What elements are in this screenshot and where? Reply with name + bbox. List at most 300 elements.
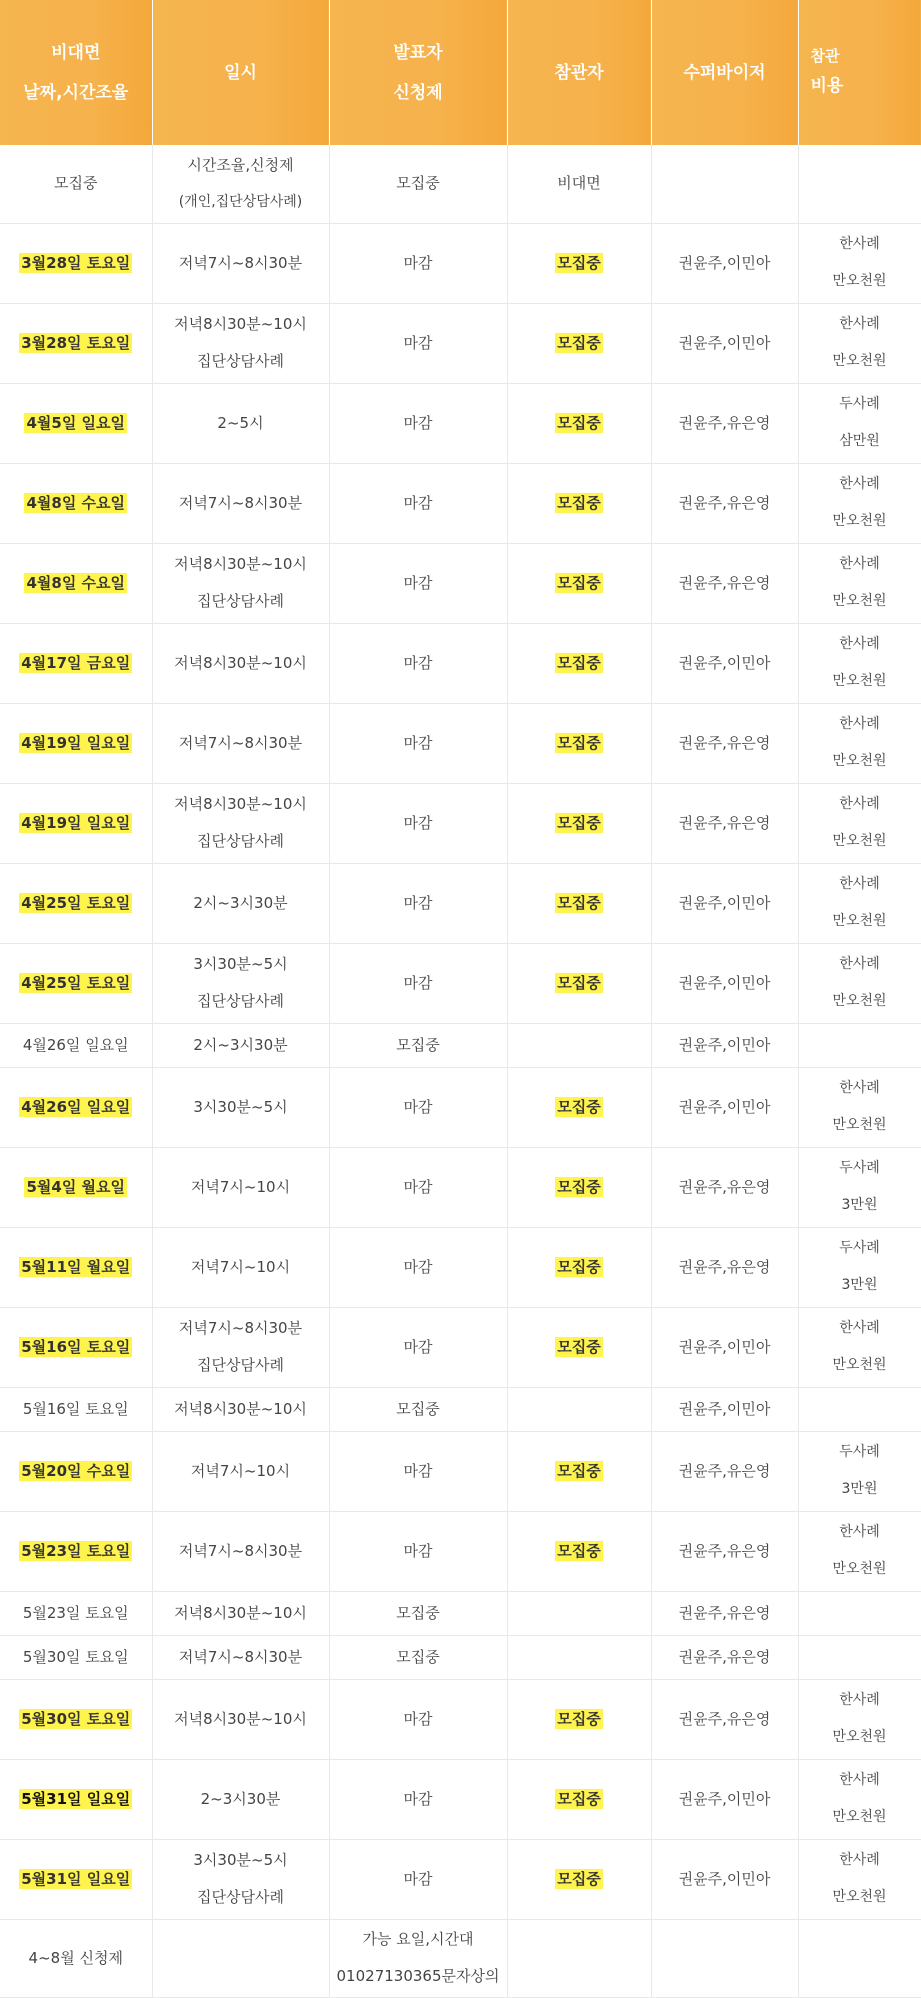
cost-text: 만오천원 bbox=[832, 913, 887, 929]
presenter-cell bbox=[329, 1387, 507, 1431]
date-cell bbox=[0, 1511, 152, 1591]
date-text: 5월20일 수요일 bbox=[21, 1461, 131, 1480]
time-text: 시간조율,신청제 bbox=[187, 155, 294, 174]
supervisor-cell bbox=[651, 943, 798, 1023]
cost-text: 만오천원 bbox=[832, 1561, 887, 1577]
cost-text: 한사례 bbox=[839, 1320, 880, 1336]
time-cell bbox=[152, 1839, 329, 1919]
supervisor-cell bbox=[651, 1147, 798, 1227]
cost-cell bbox=[798, 1431, 921, 1511]
time-cell bbox=[152, 1431, 329, 1511]
observer-cell bbox=[507, 1387, 651, 1431]
presenter-status: 마감 bbox=[403, 1337, 433, 1356]
cost-text: 한사례 bbox=[839, 556, 880, 572]
supervisor-names: 권윤주,유은영 bbox=[678, 493, 771, 512]
date-text: 5월23일 토요일 bbox=[21, 1541, 131, 1560]
observer-status: 모집중 bbox=[557, 1869, 601, 1888]
observer-cell bbox=[507, 1635, 651, 1679]
observer-status: 모집중 bbox=[557, 333, 601, 352]
table-row bbox=[0, 1635, 921, 1679]
cost-cell bbox=[798, 703, 921, 783]
time-cell bbox=[152, 1759, 329, 1839]
date-text: 4월26일 일요일 bbox=[22, 1035, 129, 1054]
presenter-cell bbox=[329, 1591, 507, 1635]
presenter-cell bbox=[329, 943, 507, 1023]
time-text: 집단상담사례 bbox=[197, 832, 284, 850]
time-cell bbox=[152, 463, 329, 543]
presenter-status: 마감 bbox=[403, 1541, 433, 1560]
supervisor-names: 권윤주,유은영 bbox=[678, 1177, 771, 1196]
observer-cell bbox=[507, 1227, 651, 1307]
date-cell bbox=[0, 1679, 152, 1759]
presenter-cell bbox=[329, 1147, 507, 1227]
observer-status: 모집중 bbox=[557, 1177, 601, 1196]
presenter-status: 모집중 bbox=[396, 1399, 440, 1418]
date-cell bbox=[0, 145, 152, 223]
observer-cell bbox=[507, 1431, 651, 1511]
supervisor-cell bbox=[651, 1387, 798, 1431]
supervisor-names: 권윤주,유은영 bbox=[678, 413, 771, 432]
time-text: 저녁7시~8시30분 bbox=[178, 1647, 303, 1666]
observer-status: 모집중 bbox=[557, 1541, 601, 1560]
observer-status: 모집중 bbox=[557, 1257, 601, 1276]
date-cell bbox=[0, 223, 152, 303]
table-row bbox=[0, 303, 921, 383]
cost-text: 만오천원 bbox=[832, 1889, 887, 1905]
observer-cell bbox=[507, 1307, 651, 1387]
supervisor-cell bbox=[651, 1591, 798, 1635]
supervisor-cell bbox=[651, 703, 798, 783]
time-cell bbox=[152, 703, 329, 783]
time-text: 저녁7시~8시30분 bbox=[178, 1319, 303, 1337]
time-text: 3시30분~5시 bbox=[193, 955, 288, 973]
date-cell bbox=[0, 1227, 152, 1307]
supervisor-names: 권윤주,유은영 bbox=[678, 1461, 771, 1480]
header-observer: 참관자 bbox=[507, 0, 651, 145]
date-cell bbox=[0, 1759, 152, 1839]
time-text: 집단상담사례 bbox=[197, 592, 284, 610]
date-cell bbox=[0, 1023, 152, 1067]
presenter-status: 모집중 bbox=[396, 1603, 440, 1622]
date-cell bbox=[0, 1919, 152, 1997]
supervisor-names: 권윤주,이민아 bbox=[678, 333, 771, 352]
supervisor-names: 권윤주,이민아 bbox=[678, 1035, 771, 1054]
cost-cell bbox=[798, 1511, 921, 1591]
supervisor-cell bbox=[651, 1759, 798, 1839]
observer-status: 모집중 bbox=[557, 733, 601, 752]
cost-cell bbox=[798, 943, 921, 1023]
date-text: 5월23일 토요일 bbox=[22, 1603, 129, 1622]
presenter-cell bbox=[329, 543, 507, 623]
time-text: 저녁8시30분~10시 bbox=[174, 1709, 307, 1728]
cost-text: 만오천원 bbox=[832, 593, 887, 609]
presenter-cell bbox=[329, 1759, 507, 1839]
observer-cell bbox=[507, 1839, 651, 1919]
observer-cell bbox=[507, 223, 651, 303]
date-text: 5월4일 월요일 bbox=[26, 1177, 126, 1196]
cost-text: 만오천원 bbox=[832, 673, 887, 689]
cost-cell bbox=[798, 223, 921, 303]
date-cell bbox=[0, 1839, 152, 1919]
time-cell bbox=[152, 1919, 329, 1997]
date-cell bbox=[0, 1387, 152, 1431]
cost-text: 한사례 bbox=[839, 1852, 880, 1868]
observer-status: 모집중 bbox=[557, 1709, 601, 1728]
cost-text: 한사례 bbox=[839, 716, 880, 732]
date-text: 4월26일 일요일 bbox=[21, 1097, 131, 1116]
observer-status: 모집중 bbox=[557, 253, 601, 272]
cost-cell bbox=[798, 1067, 921, 1147]
cost-text: 3만원 bbox=[841, 1197, 878, 1213]
table-row bbox=[0, 783, 921, 863]
time-cell bbox=[152, 943, 329, 1023]
cost-cell bbox=[798, 1635, 921, 1679]
presenter-cell bbox=[329, 703, 507, 783]
cost-text: 만오천원 bbox=[832, 833, 887, 849]
observer-status: 모집중 bbox=[557, 413, 601, 432]
time-cell bbox=[152, 1635, 329, 1679]
presenter-cell bbox=[329, 383, 507, 463]
supervisor-cell bbox=[651, 303, 798, 383]
time-text: 2~3시30분 bbox=[200, 1789, 281, 1808]
date-cell bbox=[0, 1067, 152, 1147]
supervisor-cell bbox=[651, 383, 798, 463]
time-cell bbox=[152, 303, 329, 383]
date-text: 3월28일 토요일 bbox=[21, 333, 131, 352]
time-cell bbox=[152, 1067, 329, 1147]
cost-cell bbox=[798, 1759, 921, 1839]
supervisor-cell bbox=[651, 1023, 798, 1067]
header-presenter-line2: 신청제 bbox=[393, 82, 443, 103]
presenter-status: 마감 bbox=[403, 1709, 433, 1728]
table-row bbox=[0, 1759, 921, 1839]
time-text: 저녁8시30분~10시 bbox=[174, 653, 307, 672]
presenter-status: 마감 bbox=[403, 1177, 433, 1196]
cost-cell bbox=[798, 1227, 921, 1307]
cost-text: 한사례 bbox=[839, 796, 880, 812]
cost-text: 한사례 bbox=[839, 636, 880, 652]
presenter-cell bbox=[329, 1839, 507, 1919]
presenter-status: 마감 bbox=[403, 493, 433, 512]
date-text: 5월11일 월요일 bbox=[21, 1257, 131, 1276]
observer-cell bbox=[507, 623, 651, 703]
date-text: 5월31일 일요일 bbox=[21, 1789, 131, 1808]
cost-text: 두사례 bbox=[839, 1444, 880, 1460]
cost-text: 만오천원 bbox=[832, 1117, 887, 1133]
presenter-cell bbox=[329, 1635, 507, 1679]
presenter-cell bbox=[329, 1307, 507, 1387]
header-presenter-line1: 발표자 bbox=[393, 42, 443, 63]
cost-cell bbox=[798, 1307, 921, 1387]
cost-text: 두사례 bbox=[839, 1160, 880, 1176]
time-cell bbox=[152, 223, 329, 303]
table-row bbox=[0, 223, 921, 303]
time-text: 저녁8시30분~10시 bbox=[174, 1603, 307, 1622]
date-text: 4월17일 금요일 bbox=[21, 653, 131, 672]
date-text: 4월19일 일요일 bbox=[21, 733, 131, 752]
supervisor-cell bbox=[651, 623, 798, 703]
presenter-status: 마감 bbox=[403, 333, 433, 352]
observer-cell bbox=[507, 1591, 651, 1635]
observer-status: 비대면 bbox=[557, 174, 601, 193]
supervisor-names: 권윤주,이민아 bbox=[678, 893, 771, 912]
time-text: 저녁8시30분~10시 bbox=[174, 555, 307, 573]
observer-status: 모집중 bbox=[557, 813, 601, 832]
date-text: 5월30일 토요일 bbox=[21, 1709, 131, 1728]
header-date bbox=[0, 0, 152, 145]
supervisor-cell bbox=[651, 223, 798, 303]
time-cell bbox=[152, 1591, 329, 1635]
cost-text: 3만원 bbox=[841, 1481, 878, 1497]
cost-text: 만오천원 bbox=[832, 753, 887, 769]
presenter-cell bbox=[329, 463, 507, 543]
table-row bbox=[0, 1387, 921, 1431]
time-text: 2시~3시30분 bbox=[193, 893, 288, 912]
time-text: 2~5시 bbox=[217, 413, 264, 432]
cost-text: 만오천원 bbox=[832, 513, 887, 529]
cost-text: 만오천원 bbox=[832, 353, 887, 369]
observer-cell bbox=[507, 463, 651, 543]
presenter-status: 마감 bbox=[403, 813, 433, 832]
header-date-line2: 날짜,시간조율 bbox=[23, 82, 129, 103]
date-cell bbox=[0, 1307, 152, 1387]
presenter-cell bbox=[329, 303, 507, 383]
presenter-status: 마감 bbox=[403, 253, 433, 272]
date-cell bbox=[0, 863, 152, 943]
table-row bbox=[0, 145, 921, 223]
time-text: 저녁7시~8시30분 bbox=[178, 1541, 303, 1560]
table-row bbox=[0, 1919, 921, 1997]
supervisor-cell bbox=[651, 1067, 798, 1147]
observer-cell bbox=[507, 1023, 651, 1067]
time-text: 3시30분~5시 bbox=[193, 1851, 288, 1869]
supervisor-names: 권윤주,유은영 bbox=[678, 813, 771, 832]
date-text: 5월31일 일요일 bbox=[21, 1869, 131, 1888]
supervisor-names: 권윤주,유은영 bbox=[678, 1603, 771, 1622]
date-text: 4~8월 신청제 bbox=[28, 1948, 123, 1967]
time-cell bbox=[152, 1511, 329, 1591]
cost-cell bbox=[798, 383, 921, 463]
table-row bbox=[0, 1679, 921, 1759]
observer-status: 모집중 bbox=[557, 1461, 601, 1480]
time-text: 저녁7시~10시 bbox=[190, 1461, 291, 1480]
date-text: 4월8일 수요일 bbox=[26, 493, 126, 512]
observer-status: 모집중 bbox=[557, 893, 601, 912]
time-text: 2시~3시30분 bbox=[193, 1035, 288, 1054]
presenter-status: 마감 bbox=[403, 573, 433, 592]
time-cell bbox=[152, 1387, 329, 1431]
cost-cell bbox=[798, 1387, 921, 1431]
presenter-status: 마감 bbox=[403, 733, 433, 752]
date-text: 4월5일 일요일 bbox=[26, 413, 126, 432]
cost-text: 한사례 bbox=[839, 1772, 880, 1788]
header-cost-line2: 비용 bbox=[810, 75, 844, 96]
cost-text: 만오천원 bbox=[832, 1729, 887, 1745]
observer-cell bbox=[507, 1067, 651, 1147]
time-cell bbox=[152, 1023, 329, 1067]
date-text: 4월19일 일요일 bbox=[21, 813, 131, 832]
presenter-status: 마감 bbox=[403, 1257, 433, 1276]
supervisor-names: 권윤주,유은영 bbox=[678, 573, 771, 592]
time-cell bbox=[152, 1147, 329, 1227]
presenter-cell bbox=[329, 863, 507, 943]
presenter-cell bbox=[329, 1227, 507, 1307]
time-text: 3시30분~5시 bbox=[193, 1097, 288, 1116]
observer-status: 모집중 bbox=[557, 1789, 601, 1808]
cost-cell bbox=[798, 863, 921, 943]
presenter-status: 마감 bbox=[403, 653, 433, 672]
supervisor-cell bbox=[651, 1307, 798, 1387]
table-row bbox=[0, 1511, 921, 1591]
presenter-status: 마감 bbox=[403, 973, 433, 992]
presenter-cell bbox=[329, 623, 507, 703]
cost-cell bbox=[798, 543, 921, 623]
header-cost bbox=[798, 0, 921, 145]
presenter-cell bbox=[329, 223, 507, 303]
date-text: 4월25일 토요일 bbox=[21, 973, 131, 992]
cost-cell bbox=[798, 145, 921, 223]
supervisor-names: 권윤주,이민아 bbox=[678, 1869, 771, 1888]
table-row bbox=[0, 1067, 921, 1147]
date-cell bbox=[0, 943, 152, 1023]
cost-text: 만오천원 bbox=[832, 1357, 887, 1373]
supervisor-names: 권윤주,이민아 bbox=[678, 653, 771, 672]
date-text: 3월28일 토요일 bbox=[21, 253, 131, 272]
supervisor-cell bbox=[651, 1919, 798, 1997]
observer-cell bbox=[507, 543, 651, 623]
table-row bbox=[0, 703, 921, 783]
supervisor-cell bbox=[651, 543, 798, 623]
supervisor-names: 권윤주,이민아 bbox=[678, 253, 771, 272]
cost-text: 만오천원 bbox=[832, 273, 887, 289]
cost-cell bbox=[798, 463, 921, 543]
header-presenter bbox=[329, 0, 507, 145]
presenter-status: 마감 bbox=[403, 1097, 433, 1116]
time-text: 저녁8시30분~10시 bbox=[174, 1399, 307, 1418]
supervisor-names: 권윤주,이민아 bbox=[678, 973, 771, 992]
observer-cell bbox=[507, 303, 651, 383]
cost-text: 한사례 bbox=[839, 316, 880, 332]
cost-text: 한사례 bbox=[839, 476, 880, 492]
supervisor-cell bbox=[651, 463, 798, 543]
cost-cell bbox=[798, 1839, 921, 1919]
supervisor-cell bbox=[651, 1431, 798, 1511]
observer-status: 모집중 bbox=[557, 573, 601, 592]
supervisor-names: 권윤주,이민아 bbox=[678, 1097, 771, 1116]
date-cell bbox=[0, 703, 152, 783]
table-row bbox=[0, 1023, 921, 1067]
presenter-status: 마감 bbox=[403, 1461, 433, 1480]
header-date-line1: 비대면 bbox=[51, 42, 101, 63]
header-cost-line1: 참관 bbox=[810, 46, 840, 65]
presenter-cell bbox=[329, 1511, 507, 1591]
supervisor-names: 권윤주,유은영 bbox=[678, 1647, 771, 1666]
supervisor-names: 권윤주,유은영 bbox=[678, 733, 771, 752]
cost-text: 만오천원 bbox=[832, 1809, 887, 1825]
cost-text: 한사례 bbox=[839, 1692, 880, 1708]
supervisor-cell bbox=[651, 1635, 798, 1679]
cost-text: 만오천원 bbox=[832, 993, 887, 1009]
observer-cell bbox=[507, 1679, 651, 1759]
time-cell bbox=[152, 1227, 329, 1307]
time-cell bbox=[152, 543, 329, 623]
supervisor-cell bbox=[651, 1839, 798, 1919]
presenter-status: 모집중 bbox=[396, 1035, 440, 1054]
presenter-status: 모집중 bbox=[396, 174, 440, 193]
presenter-text: 가능 요일,시간대 bbox=[362, 1930, 474, 1948]
time-cell bbox=[152, 1307, 329, 1387]
time-text: 저녁8시30분~10시 bbox=[174, 795, 307, 813]
presenter-status: 마감 bbox=[403, 1869, 433, 1888]
observer-cell bbox=[507, 783, 651, 863]
supervisor-cell bbox=[651, 1227, 798, 1307]
table-row bbox=[0, 543, 921, 623]
time-text: 저녁7시~10시 bbox=[190, 1257, 291, 1276]
supervisor-names: 권윤주,유은영 bbox=[678, 1709, 771, 1728]
supervisor-cell bbox=[651, 145, 798, 223]
time-text: 집단상담사례 bbox=[197, 1356, 284, 1374]
observer-cell bbox=[507, 1147, 651, 1227]
observer-status: 모집중 bbox=[557, 1097, 601, 1116]
cost-cell bbox=[798, 783, 921, 863]
time-text: 저녁7시~8시30분 bbox=[178, 493, 303, 512]
supervisor-names: 권윤주,유은영 bbox=[678, 1257, 771, 1276]
table-row bbox=[0, 943, 921, 1023]
date-cell bbox=[0, 1431, 152, 1511]
table-row bbox=[0, 1307, 921, 1387]
presenter-cell bbox=[329, 1067, 507, 1147]
presenter-status: 마감 bbox=[403, 413, 433, 432]
presenter-cell bbox=[329, 1023, 507, 1067]
cost-cell bbox=[798, 1147, 921, 1227]
cost-cell bbox=[798, 623, 921, 703]
date-cell bbox=[0, 303, 152, 383]
presenter-cell bbox=[329, 1431, 507, 1511]
observer-cell bbox=[507, 383, 651, 463]
cost-text: 한사례 bbox=[839, 236, 880, 252]
time-cell bbox=[152, 783, 329, 863]
supervisor-cell bbox=[651, 863, 798, 943]
time-text: 집단상담사례 bbox=[197, 352, 284, 370]
header-time: 일시 bbox=[152, 0, 329, 145]
table-row bbox=[0, 1431, 921, 1511]
cost-text: 한사례 bbox=[839, 1524, 880, 1540]
supervisor-cell bbox=[651, 783, 798, 863]
cost-text: 두사례 bbox=[839, 1240, 880, 1256]
date-cell bbox=[0, 623, 152, 703]
cost-text: 삼만원 bbox=[839, 433, 880, 449]
header-supervisor: 수퍼바이저 bbox=[651, 0, 798, 145]
supervisor-names: 권윤주,이민아 bbox=[678, 1789, 771, 1808]
time-text: 집단상담사례 bbox=[197, 1888, 284, 1906]
observer-status: 모집중 bbox=[557, 973, 601, 992]
date-text: 5월30일 토요일 bbox=[22, 1647, 129, 1666]
cost-cell bbox=[798, 1919, 921, 1997]
date-cell bbox=[0, 1635, 152, 1679]
presenter-cell bbox=[329, 783, 507, 863]
date-cell bbox=[0, 463, 152, 543]
cost-cell bbox=[798, 303, 921, 383]
presenter-status: 마감 bbox=[403, 1789, 433, 1808]
schedule-body bbox=[0, 145, 921, 1997]
table-row bbox=[0, 623, 921, 703]
observer-cell bbox=[507, 1511, 651, 1591]
supervisor-names: 권윤주,유은영 bbox=[678, 1541, 771, 1560]
time-cell bbox=[152, 863, 329, 943]
date-text: 5월16일 토요일 bbox=[22, 1399, 129, 1418]
cost-cell bbox=[798, 1679, 921, 1759]
date-cell bbox=[0, 1147, 152, 1227]
